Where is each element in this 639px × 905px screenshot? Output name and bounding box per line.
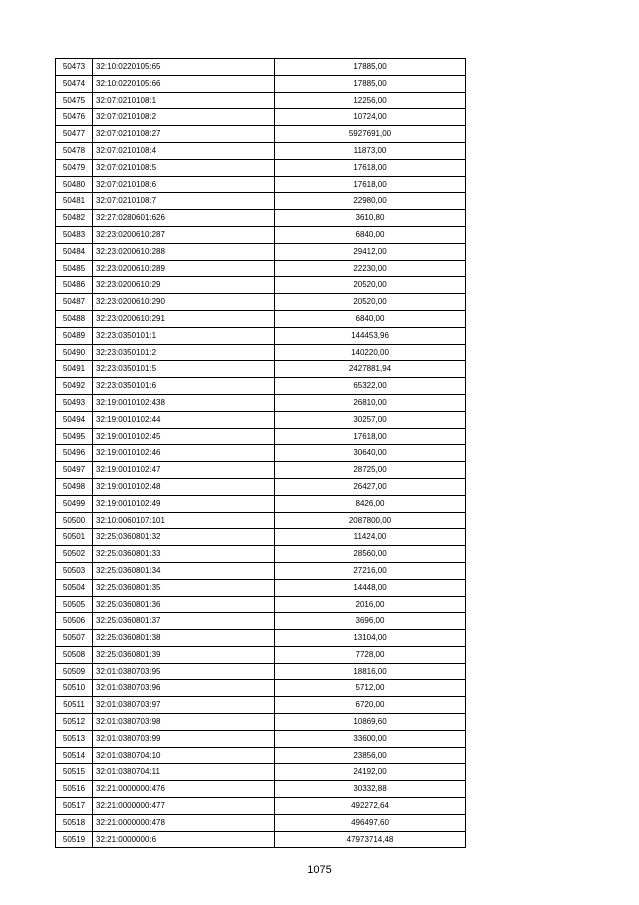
- cadastral-number-cell: 32:23:0200610:29: [93, 277, 275, 294]
- cadastral-number-cell: 32:23:0350101:2: [93, 344, 275, 361]
- row-index-cell: 50485: [56, 260, 93, 277]
- cadastral-number-cell: 32:19:0010102:438: [93, 394, 275, 411]
- row-index-cell: 50491: [56, 361, 93, 378]
- cadastral-number-cell: 32:10:0220105:65: [93, 59, 275, 76]
- row-index-cell: 50506: [56, 613, 93, 630]
- row-index-cell: 50486: [56, 277, 93, 294]
- cadastral-number-cell: 32:19:0010102:45: [93, 428, 275, 445]
- cadastral-number-cell: 32:23:0200610:291: [93, 310, 275, 327]
- table-row: [56, 361, 466, 378]
- value-cell: 2427881,94: [275, 361, 466, 378]
- table-row: [56, 243, 466, 260]
- table-row: [56, 428, 466, 445]
- value-cell: 17885,00: [275, 59, 466, 76]
- table-row: [56, 277, 466, 294]
- value-cell: 17885,00: [275, 75, 466, 92]
- value-cell: 26810,00: [275, 394, 466, 411]
- row-index-cell: 50513: [56, 730, 93, 747]
- table-row: [56, 462, 466, 479]
- value-cell: 23856,00: [275, 747, 466, 764]
- cadastral-number-cell: 32:19:0010102:47: [93, 462, 275, 479]
- value-cell: 18816,00: [275, 663, 466, 680]
- table-row: [56, 495, 466, 512]
- table-row: [56, 613, 466, 630]
- row-index-cell: 50519: [56, 831, 93, 848]
- cadastral-number-cell: 32:01:0380703:98: [93, 714, 275, 731]
- row-index-cell: 50476: [56, 109, 93, 126]
- value-cell: 17618,00: [275, 176, 466, 193]
- table-row: [56, 92, 466, 109]
- row-index-cell: 50484: [56, 243, 93, 260]
- table-row: [56, 75, 466, 92]
- table-row: [56, 798, 466, 815]
- value-cell: 144453,96: [275, 327, 466, 344]
- value-cell: 5712,00: [275, 680, 466, 697]
- table-row: [56, 579, 466, 596]
- cadastral-number-cell: 32:07:0210108:4: [93, 142, 275, 159]
- cadastral-number-cell: 32:19:0010102:44: [93, 411, 275, 428]
- cadastral-number-cell: 32:10:0220105:66: [93, 75, 275, 92]
- table-row: [56, 260, 466, 277]
- table-row: [56, 512, 466, 529]
- cadastral-number-cell: 32:19:0010102:49: [93, 495, 275, 512]
- row-index-cell: 50488: [56, 310, 93, 327]
- table-row: [56, 159, 466, 176]
- cadastral-number-cell: 32:19:0010102:48: [93, 478, 275, 495]
- row-index-cell: 50511: [56, 697, 93, 714]
- cadastral-number-cell: 32:25:0360801:36: [93, 596, 275, 613]
- table-row: [56, 226, 466, 243]
- cadastral-number-cell: 32:25:0360801:39: [93, 646, 275, 663]
- row-index-cell: 50501: [56, 529, 93, 546]
- value-cell: 11873,00: [275, 142, 466, 159]
- cadastral-number-cell: 32:07:0210108:2: [93, 109, 275, 126]
- row-index-cell: 50479: [56, 159, 93, 176]
- table-row: [56, 445, 466, 462]
- value-cell: 2087800,00: [275, 512, 466, 529]
- table-row: [56, 142, 466, 159]
- cadastral-number-cell: 32:07:0210108:7: [93, 193, 275, 210]
- table-row: [56, 663, 466, 680]
- row-index-cell: 50508: [56, 646, 93, 663]
- value-cell: 65322,00: [275, 378, 466, 395]
- value-cell: 3696,00: [275, 613, 466, 630]
- table-row: [56, 529, 466, 546]
- cadastral-number-cell: 32:01:0380703:99: [93, 730, 275, 747]
- cadastral-number-cell: 32:07:0210108:27: [93, 126, 275, 143]
- cadastral-number-cell: 32:01:0380703:97: [93, 697, 275, 714]
- cadastral-number-cell: 32:01:0380704:11: [93, 764, 275, 781]
- row-index-cell: 50497: [56, 462, 93, 479]
- cadastral-number-cell: 32:07:0210108:5: [93, 159, 275, 176]
- table-row: [56, 193, 466, 210]
- cadastral-number-cell: 32:25:0360801:34: [93, 562, 275, 579]
- row-index-cell: 50516: [56, 781, 93, 798]
- value-cell: 6840,00: [275, 226, 466, 243]
- value-cell: 12256,00: [275, 92, 466, 109]
- table-row: [56, 327, 466, 344]
- row-index-cell: 50490: [56, 344, 93, 361]
- value-cell: 14448,00: [275, 579, 466, 596]
- cadastral-number-cell: 32:23:0350101:1: [93, 327, 275, 344]
- row-index-cell: 50514: [56, 747, 93, 764]
- table-row: [56, 546, 466, 563]
- value-cell: 24192,00: [275, 764, 466, 781]
- value-cell: 22230,00: [275, 260, 466, 277]
- table-row: [56, 697, 466, 714]
- value-cell: 140220,00: [275, 344, 466, 361]
- value-cell: 5927691,00: [275, 126, 466, 143]
- cadastral-number-cell: 32:25:0360801:38: [93, 630, 275, 647]
- value-cell: 7728,00: [275, 646, 466, 663]
- cadastral-number-cell: 32:07:0210108:1: [93, 92, 275, 109]
- table-body: [56, 59, 466, 848]
- value-cell: 10869,60: [275, 714, 466, 731]
- table-row: [56, 478, 466, 495]
- value-cell: 28560,00: [275, 546, 466, 563]
- value-cell: 6720,00: [275, 697, 466, 714]
- value-cell: 47973714,48: [275, 831, 466, 848]
- table-row: [56, 344, 466, 361]
- value-cell: 11424,00: [275, 529, 466, 546]
- table-row: [56, 294, 466, 311]
- cadastral-number-cell: 32:25:0360801:35: [93, 579, 275, 596]
- table-row: [56, 596, 466, 613]
- value-cell: 30257,00: [275, 411, 466, 428]
- row-index-cell: 50500: [56, 512, 93, 529]
- cadastral-number-cell: 32:25:0360801:32: [93, 529, 275, 546]
- cadastral-number-cell: 32:01:0380703:95: [93, 663, 275, 680]
- value-cell: 28725,00: [275, 462, 466, 479]
- row-index-cell: 50477: [56, 126, 93, 143]
- page-number: 1075: [307, 864, 332, 876]
- value-cell: 22980,00: [275, 193, 466, 210]
- row-index-cell: 50481: [56, 193, 93, 210]
- table-row: [56, 781, 466, 798]
- value-cell: 2016,00: [275, 596, 466, 613]
- value-cell: 10724,00: [275, 109, 466, 126]
- row-index-cell: 50499: [56, 495, 93, 512]
- row-index-cell: 50483: [56, 226, 93, 243]
- row-index-cell: 50487: [56, 294, 93, 311]
- value-cell: 20520,00: [275, 294, 466, 311]
- row-index-cell: 50515: [56, 764, 93, 781]
- table-row: [56, 680, 466, 697]
- cadastral-number-cell: 32:27:0280601:626: [93, 210, 275, 227]
- cadastral-number-cell: 32:21:0000000:476: [93, 781, 275, 798]
- table-row: [56, 730, 466, 747]
- table-row: [56, 210, 466, 227]
- value-cell: 492272,64: [275, 798, 466, 815]
- cadastral-value-table: [55, 58, 466, 848]
- table-row: [56, 747, 466, 764]
- row-index-cell: 50493: [56, 394, 93, 411]
- cadastral-number-cell: 32:23:0200610:288: [93, 243, 275, 260]
- cadastral-number-cell: 32:01:0380703:96: [93, 680, 275, 697]
- row-index-cell: 50489: [56, 327, 93, 344]
- cadastral-number-cell: 32:23:0200610:290: [93, 294, 275, 311]
- row-index-cell: 50510: [56, 680, 93, 697]
- value-cell: 20520,00: [275, 277, 466, 294]
- row-index-cell: 50498: [56, 478, 93, 495]
- table-row: [56, 764, 466, 781]
- table-row: [56, 378, 466, 395]
- value-cell: 3610,80: [275, 210, 466, 227]
- row-index-cell: 50505: [56, 596, 93, 613]
- value-cell: 26427,00: [275, 478, 466, 495]
- value-cell: 33600,00: [275, 730, 466, 747]
- value-cell: 13104,00: [275, 630, 466, 647]
- value-cell: 30332,88: [275, 781, 466, 798]
- table-row: [56, 59, 466, 76]
- row-index-cell: 50504: [56, 579, 93, 596]
- cadastral-number-cell: 32:07:0210108:6: [93, 176, 275, 193]
- row-index-cell: 50518: [56, 814, 93, 831]
- table-row: [56, 814, 466, 831]
- table-row: [56, 646, 466, 663]
- row-index-cell: 50495: [56, 428, 93, 445]
- table-row: [56, 630, 466, 647]
- cadastral-number-cell: 32:19:0010102:46: [93, 445, 275, 462]
- table-row: [56, 831, 466, 848]
- value-cell: 6840,00: [275, 310, 466, 327]
- table-row: [56, 714, 466, 731]
- cadastral-number-cell: 32:01:0380704:10: [93, 747, 275, 764]
- cadastral-number-cell: 32:23:0200610:287: [93, 226, 275, 243]
- row-index-cell: 50503: [56, 562, 93, 579]
- value-cell: 8426,00: [275, 495, 466, 512]
- cadastral-number-cell: 32:21:0000000:477: [93, 798, 275, 815]
- row-index-cell: 50478: [56, 142, 93, 159]
- row-index-cell: 50482: [56, 210, 93, 227]
- cadastral-number-cell: 32:21:0000000:478: [93, 814, 275, 831]
- cadastral-number-cell: 32:10:0060107:101: [93, 512, 275, 529]
- row-index-cell: 50480: [56, 176, 93, 193]
- value-cell: 30640,00: [275, 445, 466, 462]
- value-cell: 17618,00: [275, 159, 466, 176]
- cadastral-number-cell: 32:23:0350101:6: [93, 378, 275, 395]
- cadastral-number-cell: 32:21:0000000:6: [93, 831, 275, 848]
- row-index-cell: 50475: [56, 92, 93, 109]
- table-row: [56, 126, 466, 143]
- cadastral-number-cell: 32:25:0360801:37: [93, 613, 275, 630]
- row-index-cell: 50474: [56, 75, 93, 92]
- row-index-cell: 50496: [56, 445, 93, 462]
- table-row: [56, 411, 466, 428]
- row-index-cell: 50517: [56, 798, 93, 815]
- value-cell: 29412,00: [275, 243, 466, 260]
- row-index-cell: 50473: [56, 59, 93, 76]
- row-index-cell: 50492: [56, 378, 93, 395]
- table-row: [56, 394, 466, 411]
- cadastral-number-cell: 32:23:0200610:289: [93, 260, 275, 277]
- table-row: [56, 109, 466, 126]
- row-index-cell: 50507: [56, 630, 93, 647]
- table-row: [56, 562, 466, 579]
- row-index-cell: 50502: [56, 546, 93, 563]
- cadastral-number-cell: 32:23:0350101:5: [93, 361, 275, 378]
- table-row: [56, 176, 466, 193]
- row-index-cell: 50509: [56, 663, 93, 680]
- value-cell: 496497,60: [275, 814, 466, 831]
- value-cell: 27216,00: [275, 562, 466, 579]
- cadastral-number-cell: 32:25:0360801:33: [93, 546, 275, 563]
- table-row: [56, 310, 466, 327]
- row-index-cell: 50494: [56, 411, 93, 428]
- row-index-cell: 50512: [56, 714, 93, 731]
- value-cell: 17618,00: [275, 428, 466, 445]
